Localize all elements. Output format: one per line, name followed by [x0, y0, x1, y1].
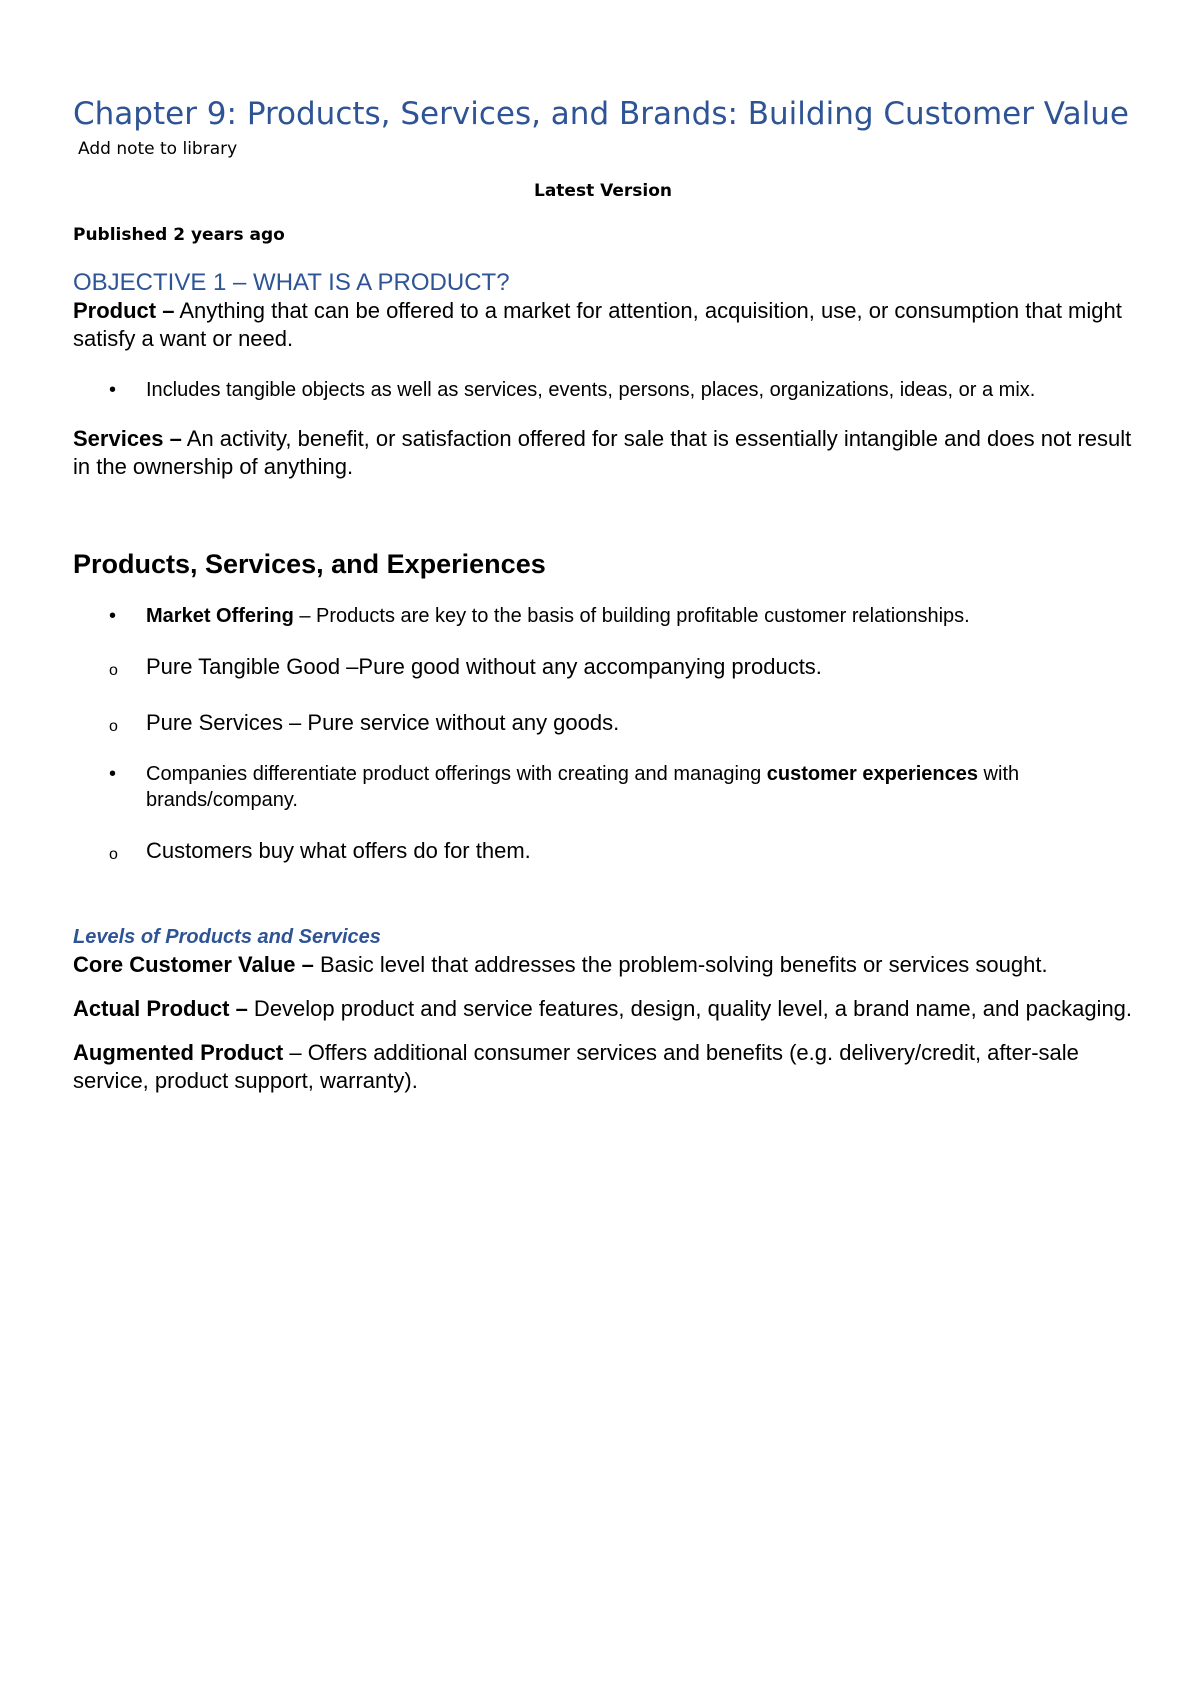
sub-bullet-marker: o	[109, 718, 118, 735]
services-definition	[73, 425, 1133, 481]
bullet-marker: •	[109, 763, 117, 785]
actual-product-definition	[73, 995, 1133, 1023]
pse-bullet-list	[73, 603, 1133, 865]
latest-version-label: Latest Version	[534, 181, 672, 201]
core-value-term: Core Customer Value –	[73, 952, 314, 977]
list-item-text-end: with brands/company.	[146, 763, 1020, 811]
services-term: Services –	[73, 426, 182, 451]
actual-product-def-text: Develop product and service features, design, quality level, a brand name, and packaging.	[247, 996, 1133, 1021]
document-page	[73, 94, 1133, 1095]
list-item	[73, 377, 1133, 403]
augmented-product-definition	[73, 1039, 1133, 1095]
objective-bullet-list	[73, 377, 1133, 403]
product-definition	[73, 297, 1133, 353]
sub-bullet-marker: o	[109, 662, 118, 679]
market-offering-term: Market Offering	[146, 605, 294, 627]
product-def-text: Anything that can be offered to a market for attention, acquisition, use, or consumption that might satisfy a want or need.	[73, 298, 1122, 351]
sub-bullet-marker: o	[109, 846, 118, 863]
list-item-text: Includes tangible objects as well as services, events, persons, places, organizations, ideas, or a mix.	[146, 379, 1036, 401]
customer-experiences-term: customer experiences	[766, 763, 978, 785]
list-item	[73, 837, 1133, 865]
bullet-marker: •	[109, 605, 117, 627]
objective-heading: OBJECTIVE 1 – WHAT IS A PRODUCT?	[73, 269, 510, 296]
published-label: Published 2 years ago	[73, 225, 285, 245]
actual-product-term: Actual Product –	[73, 996, 248, 1021]
list-item-text: Pure Tangible Good –Pure good without any accompanying products.	[146, 654, 822, 679]
services-def-text: An activity, benefit, or satisfaction offered for sale that is essentially intangible and does not result in the ownership of anything.	[73, 426, 1132, 479]
list-item	[73, 761, 1133, 813]
list-item-text: Companies differentiate product offerings with creating and managing	[146, 763, 767, 785]
augmented-product-term: Augmented Product	[73, 1040, 284, 1065]
augmented-product-def-text: – Offers additional consumer services and benefits (e.g. delivery/credit, after-sale service, product support, warranty).	[73, 1040, 1079, 1093]
core-value-definition	[73, 951, 1133, 979]
list-item-text: Customers buy what offers do for them.	[146, 838, 531, 863]
list-item	[73, 709, 1133, 737]
levels-heading: Levels of Products and Services	[73, 926, 381, 948]
section-heading-pse: Products, Services, and Experiences	[73, 549, 546, 579]
document-title: Chapter 9: Products, Services, and Brands: Building Customer Value	[73, 96, 1129, 132]
list-item	[73, 653, 1133, 681]
list-item	[73, 603, 1133, 629]
list-item-text: Pure Services – Pure service without any goods.	[146, 710, 620, 735]
list-item-text: – Products are key to the basis of building profitable customer relationships.	[293, 605, 970, 627]
product-term: Product –	[73, 298, 175, 323]
add-note-link[interactable]: Add note to library	[78, 139, 238, 159]
core-value-def-text: Basic level that addresses the problem-solving benefits or services sought.	[313, 952, 1048, 977]
bullet-marker: •	[109, 379, 117, 401]
